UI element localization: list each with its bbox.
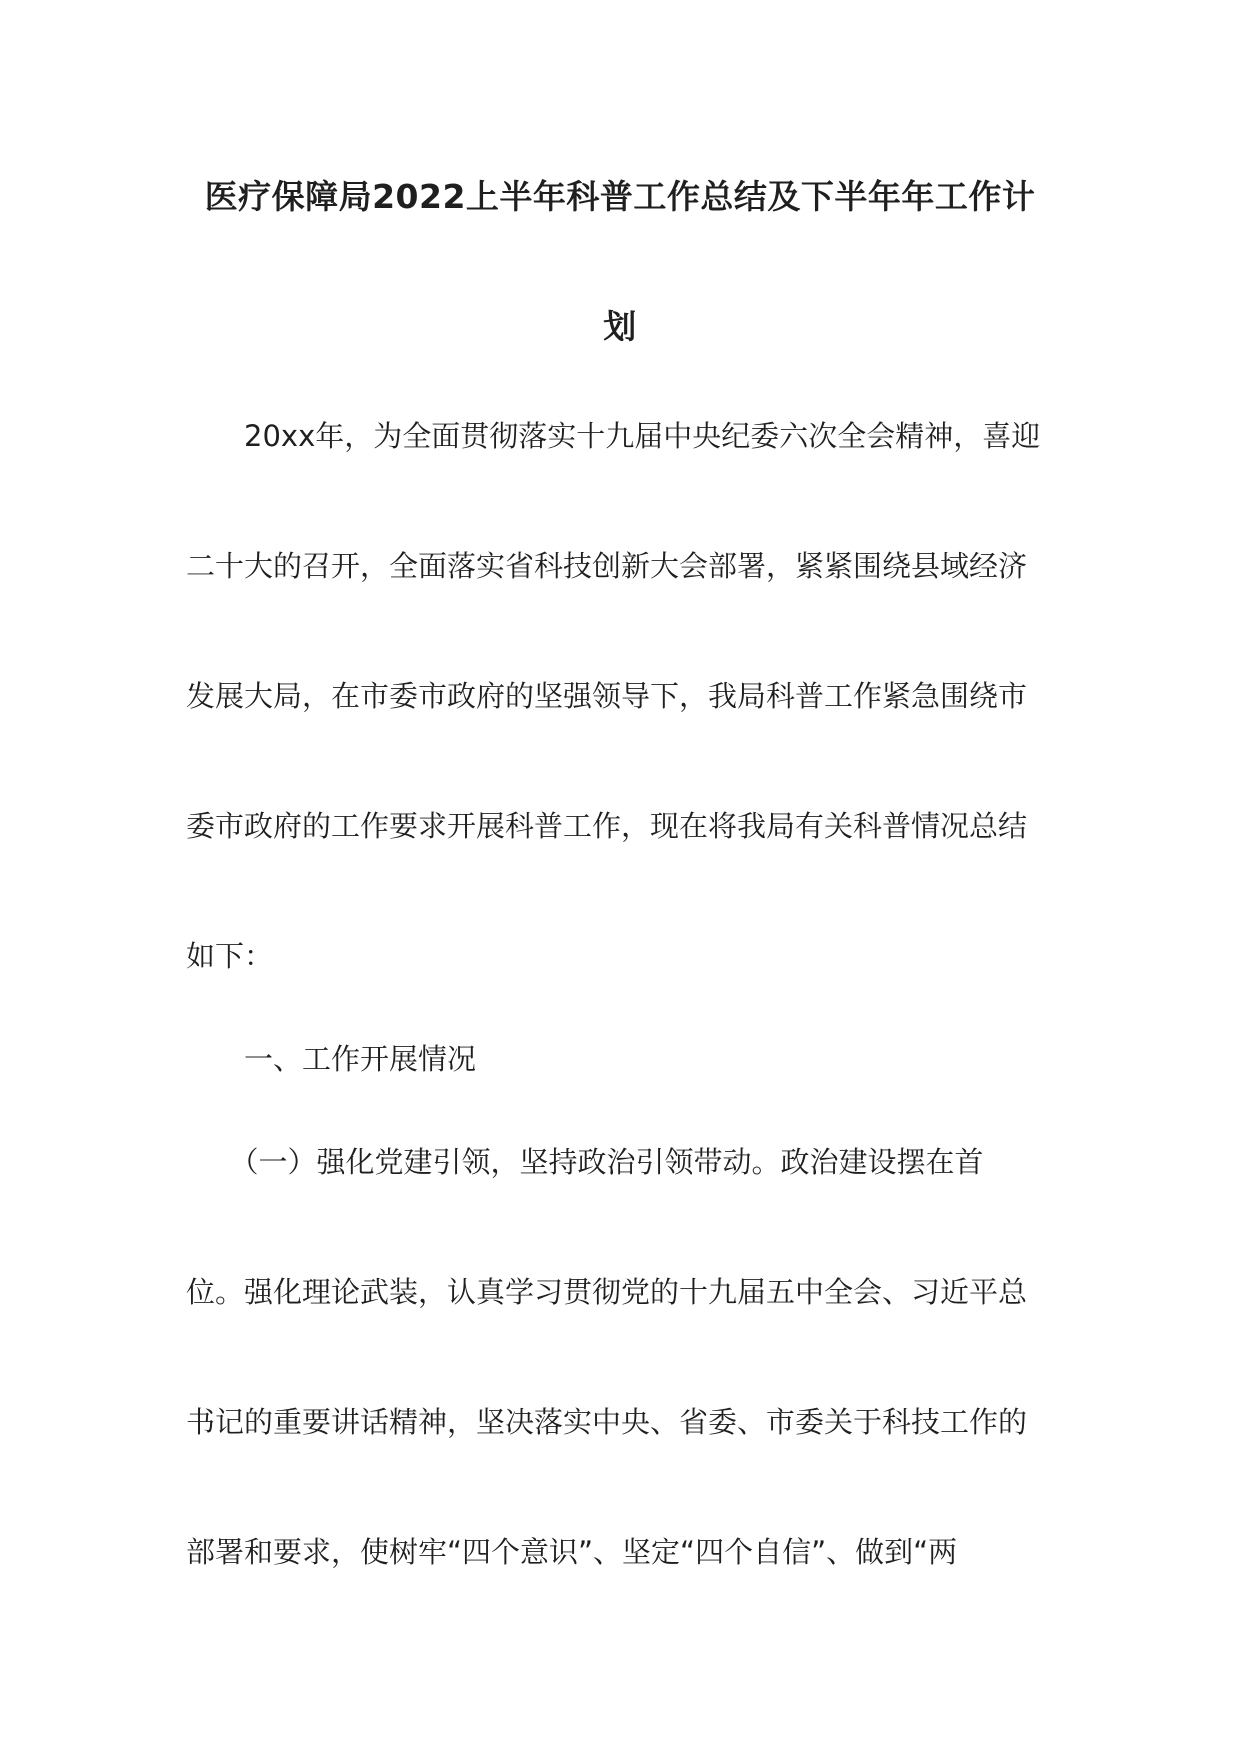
body-line-5: 如下： [186, 939, 274, 973]
document-title-line-1: 医疗保障局2022上半年科普工作总结及下半年年工作计 [204, 177, 1036, 216]
body-line-9: 书记的重要讲话精神，坚决落实中央、省委、市委关于科技工作的 [186, 1405, 1028, 1439]
document-title-line-2: 划 [603, 307, 637, 346]
body-line-4: 委市政府的工作要求开展科普工作，现在将我局有关科普情况总结 [186, 809, 1028, 843]
body-line-2: 二十大的召开，全面落实省科技创新大会部署，紧紧围绕县域经济 [186, 549, 1028, 583]
body-line-8: 位。强化理论武装，认真学习贯彻党的十九届五中全会、习近平总 [186, 1275, 1028, 1309]
body-line-7: （一）强化党建引领，坚持政治引领带动。政治建设摆在首 [186, 1145, 984, 1179]
body-line-3: 发展大局，在市委市政府的坚强领导下，我局科普工作紧急围绕市 [186, 679, 1028, 713]
body-line-10: 部署和要求，使树牢“四个意识”、坚定“四个自信”、做到“两 [186, 1535, 958, 1569]
body-line-1: 20xx年，为全面贯彻落实十九届中央纪委六次全会精神，喜迎 [186, 419, 1041, 453]
section-heading-1: 一、工作开展情况 [186, 1042, 477, 1076]
